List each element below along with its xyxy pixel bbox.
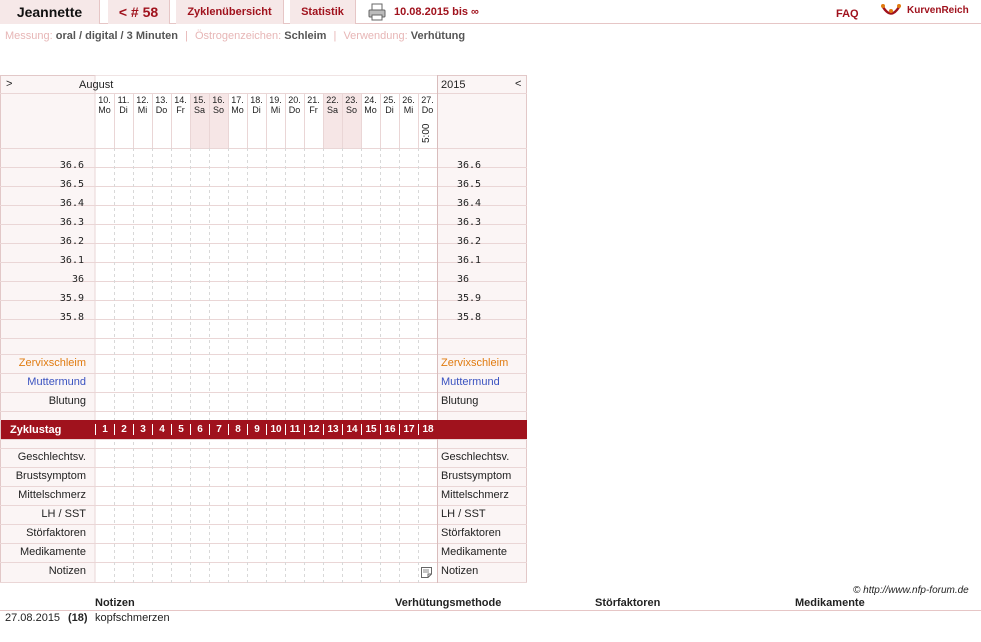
cycle-date-range: 10.08.2015 bis ∞ — [394, 6, 479, 18]
zyklustag-label: Zyklustag — [10, 424, 62, 436]
month-label: August — [79, 79, 114, 91]
day-weekday: Mi — [137, 104, 148, 115]
chart-grid — [0, 75, 527, 583]
day-date: 26. — [402, 95, 415, 105]
user-name: Jeannette — [0, 0, 100, 24]
day-date: 10. — [98, 95, 111, 105]
day-header — [190, 96, 209, 115]
cycle-day[interactable]: 15 — [361, 424, 380, 435]
day-weekday: Mo — [364, 104, 377, 115]
measurement-value: oral / digital / 3 Minuten — [55, 30, 178, 42]
day-date: 23. — [345, 95, 358, 105]
day-weekday: Mi — [270, 104, 281, 115]
temperature-tick: 36.4 — [59, 198, 84, 209]
faq-link[interactable]: FAQ — [836, 8, 859, 20]
cycle-day[interactable]: 1 — [95, 424, 114, 435]
note-cycle-day: (18) — [68, 612, 88, 624]
temperature-tick: 36.1 — [457, 255, 482, 266]
day-date: 13. — [155, 95, 168, 105]
symptom-label-right: Notizen — [441, 565, 479, 577]
cycle-day[interactable]: 17 — [399, 424, 418, 435]
day-header — [133, 96, 152, 115]
medication-column-header: Medikamente — [795, 597, 865, 609]
tab-zyklenuebersicht[interactable]: Zyklenübersicht — [176, 0, 284, 24]
temperature-tick: 36 — [71, 274, 84, 285]
temperature-tick: 36.2 — [457, 236, 482, 247]
note-text: kopfschmerzen — [95, 612, 170, 624]
logo-text[interactable]: KurvenReich — [907, 5, 969, 16]
temperature-tick: 36.6 — [457, 160, 482, 171]
symptom-label: Mittelschmerz — [18, 489, 86, 501]
zervixschleim-label: Zervixschleim — [18, 357, 86, 369]
blutung-label: Blutung — [48, 395, 86, 407]
day-weekday: Do — [421, 104, 434, 115]
symptom-label-right: Medikamente — [441, 546, 508, 558]
day-weekday: Di — [119, 104, 128, 115]
cycle-day[interactable]: 14 — [342, 424, 361, 435]
usage-label: Verwendung: — [343, 30, 408, 42]
temperature-tick: 36.1 — [59, 255, 84, 266]
day-date: 20. — [288, 95, 301, 105]
day-weekday: Fr — [176, 104, 185, 115]
temperature-tick: 36.6 — [59, 160, 84, 171]
day-header — [304, 96, 323, 115]
day-header — [114, 96, 133, 115]
symptom-label-right: Mittelschmerz — [441, 489, 509, 501]
cycle-day[interactable]: 8 — [228, 424, 247, 435]
copyright: © http://www.nfp-forum.de — [853, 585, 969, 596]
day-weekday: Mi — [403, 104, 414, 115]
day-date: 11. — [117, 95, 130, 105]
day-weekday: Do — [288, 104, 301, 115]
symptom-label: Medikamente — [19, 546, 86, 558]
day-header — [285, 96, 304, 115]
day-weekday: Di — [385, 104, 394, 115]
temperature-tick: 35.8 — [457, 312, 482, 323]
note-icon[interactable] — [421, 567, 432, 578]
day-date: 19. — [269, 95, 282, 105]
cycle-day[interactable]: 11 — [285, 424, 304, 435]
day-date: 15. — [193, 95, 206, 105]
day-weekday: Sa — [326, 104, 338, 115]
top-bar — [0, 0, 981, 24]
symptom-label-right: Brustsymptom — [441, 470, 512, 482]
printer-icon[interactable] — [368, 3, 386, 21]
nav-next-button[interactable]: < — [515, 78, 522, 90]
estrogen-value: Schleim — [284, 30, 327, 42]
day-date: 12. — [136, 95, 149, 105]
temperature-tick: 36.3 — [457, 217, 482, 228]
temperature-tick: 36.4 — [457, 198, 482, 209]
muttermund-label-right: Muttermund — [441, 376, 500, 388]
temperature-tick: 36.2 — [59, 236, 84, 247]
day-header — [152, 96, 171, 115]
cycle-day[interactable]: 9 — [247, 424, 266, 435]
symptom-label-right: Geschlechtsv. — [441, 451, 510, 463]
symptom-label-right: LH / SST — [441, 508, 486, 520]
day-header — [361, 96, 380, 115]
temperature-tick: 36.3 — [59, 217, 84, 228]
contraception-column-header: Verhütungsmethode — [395, 597, 502, 609]
cycle-day[interactable]: 16 — [380, 424, 399, 435]
symptom-label: LH / SST — [41, 508, 86, 520]
day-header — [380, 96, 399, 115]
temperature-tick: 36 — [457, 274, 470, 285]
temperature-tick: 36.5 — [59, 179, 84, 190]
symptom-label: Notizen — [48, 565, 86, 577]
estrogen-label: Östrogenzeichen: — [194, 30, 282, 42]
day-header — [266, 96, 285, 115]
day-weekday: Do — [155, 104, 168, 115]
day-date: 14. — [174, 95, 187, 105]
temperature-tick: 35.9 — [59, 293, 84, 304]
cycle-day[interactable]: 13 — [323, 424, 342, 435]
note-date: 27.08.2015 — [5, 612, 61, 624]
day-header — [171, 96, 190, 115]
day-date: 24. — [364, 95, 377, 105]
symptom-label-right: Störfaktoren — [441, 527, 501, 539]
tab-statistik[interactable]: Statistik — [290, 0, 356, 24]
measurement-info: Messung: oral / digital / 3 Minuten | Östrogenzeichen: Schleim | Verwendung: Verhütung — [5, 30, 466, 42]
day-weekday: Mo — [231, 104, 244, 115]
temperature-tick: 35.9 — [457, 293, 482, 304]
day-weekday: So — [345, 104, 357, 115]
muttermund-label: Muttermund — [27, 376, 86, 388]
day-date: 18. — [250, 95, 263, 105]
day-weekday: So — [212, 104, 224, 115]
day-date: 16. — [212, 95, 225, 105]
blutung-label-right: Blutung — [441, 395, 479, 407]
zyklustag-row — [1, 420, 527, 439]
temperature-tick: 36.5 — [457, 179, 482, 190]
cycle-day[interactable]: 18 — [418, 424, 437, 435]
day-header — [323, 96, 342, 115]
cycle-day[interactable]: 6 — [190, 424, 209, 435]
cycle-day[interactable]: 5 — [171, 424, 190, 435]
previous-cycle-link[interactable]: < # 58 — [108, 0, 170, 24]
cycle-chart — [0, 75, 527, 583]
day-header — [418, 96, 437, 115]
time-label: 5:00 — [421, 123, 432, 143]
day-header — [228, 96, 247, 115]
day-header — [95, 96, 114, 115]
temperature-tick: 35.8 — [59, 312, 84, 323]
notes-divider — [0, 610, 981, 611]
day-date: 27. — [421, 95, 434, 105]
day-date: 22. — [326, 95, 339, 105]
cycle-day[interactable]: 10 — [266, 424, 285, 435]
cycle-day[interactable]: 12 — [304, 424, 323, 435]
cycle-day[interactable]: 3 — [133, 424, 152, 435]
day-header — [399, 96, 418, 115]
kurvenreich-logo-icon[interactable] — [880, 2, 902, 20]
day-header — [247, 96, 266, 115]
year-label: 2015 — [441, 79, 466, 91]
cycle-day[interactable]: 2 — [114, 424, 133, 435]
day-weekday: Sa — [193, 104, 205, 115]
nav-prev-button[interactable]: > — [6, 78, 13, 90]
usage-value: Verhütung — [410, 30, 466, 42]
symptom-label: Geschlechtsv. — [17, 451, 86, 463]
cycle-day[interactable]: 4 — [152, 424, 171, 435]
day-weekday: Fr — [309, 104, 318, 115]
day-weekday: Di — [252, 104, 261, 115]
symptom-label: Störfaktoren — [26, 527, 86, 539]
notes-column-header: Notizen — [95, 597, 135, 609]
day-weekday: Mo — [98, 104, 111, 115]
day-date: 21. — [307, 95, 320, 105]
cycle-day[interactable]: 7 — [209, 424, 228, 435]
day-date: 25. — [383, 95, 396, 105]
day-header — [209, 96, 228, 115]
measurement-label: Messung: — [5, 30, 53, 42]
day-date: 17. — [231, 95, 244, 105]
symptom-label: Brustsymptom — [15, 470, 86, 482]
disturbances-column-header: Störfaktoren — [595, 597, 661, 609]
zervixschleim-label-right: Zervixschleim — [441, 357, 509, 369]
day-header — [342, 96, 361, 115]
